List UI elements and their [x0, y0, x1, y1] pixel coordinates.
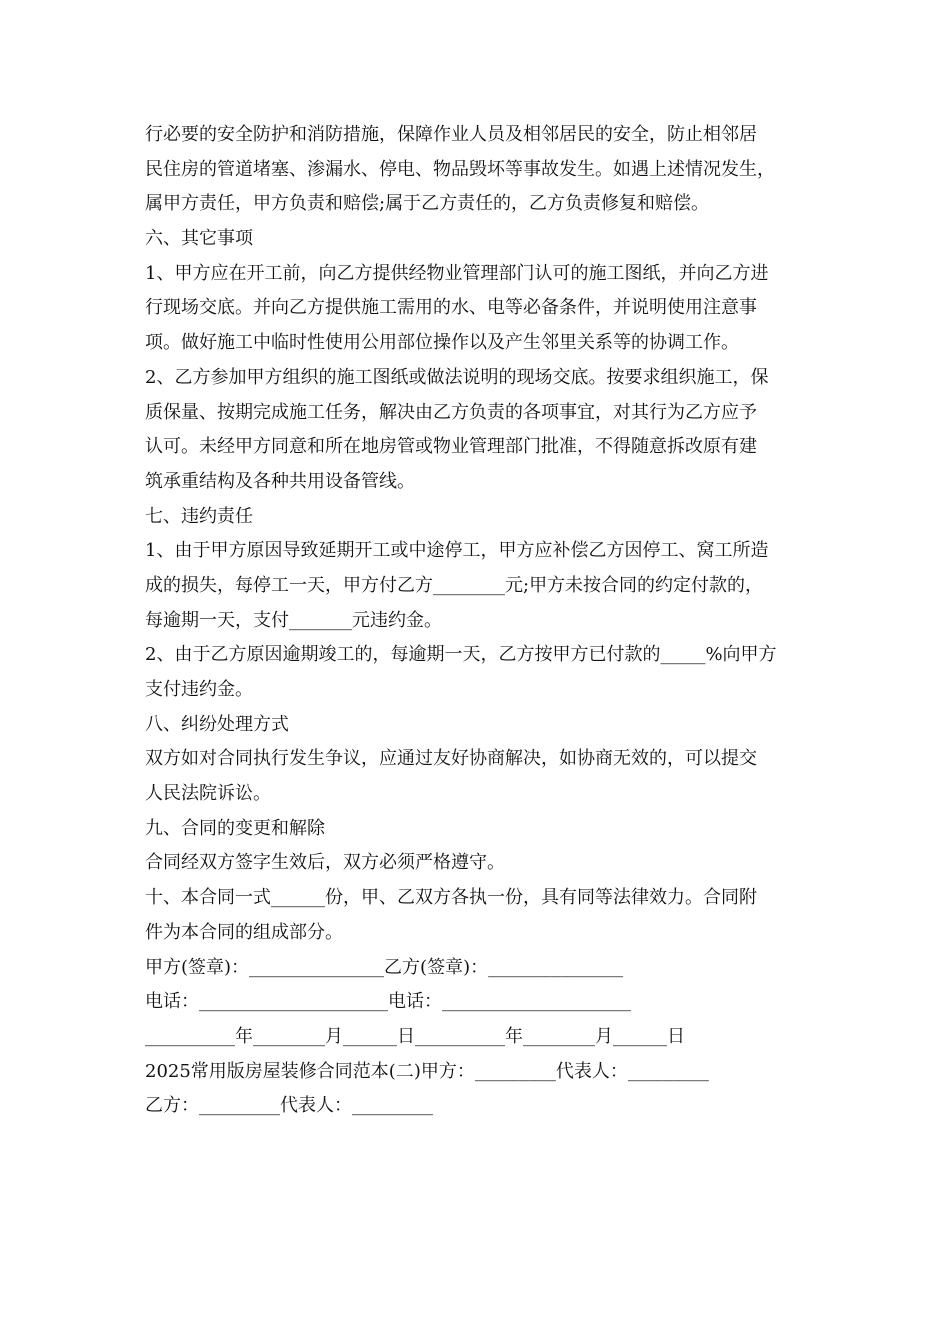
contract-title-line: 2025常用版房屋装修合同范本(二)甲方：_________代表人：_________ [145, 1060, 709, 1082]
party-line: 乙方：_________代表人：_________ [145, 1095, 433, 1117]
text-line: 十、本合同一式______份，甲、乙双方各执一份，具有同等法律效力。合同附 [145, 887, 757, 909]
section-heading: 八、纠纷处理方式 [145, 713, 289, 735]
text-line: 双方如对合同执行发生争议，应通过友好协商解决，如协商无效的，可以提交 [145, 748, 757, 770]
text-line: 筑承重结构及各种共用设备管线。 [145, 470, 415, 492]
text-line: 2、由于乙方原因逾期竣工的，每逾期一天，乙方按甲方已付款的_____%向甲方 [145, 644, 777, 666]
text-line: 民住房的管道堵塞、渗漏水、停电、物品毁坏等事故发生。如遇上述情况发生， [145, 158, 775, 180]
phone-line: 电话：_____________________电话：_____________________ [145, 991, 631, 1013]
text-line: 行必要的安全防护和消防措施，保障作业人员及相邻居民的安全，防止相邻居 [145, 124, 757, 145]
section-heading: 九、合同的变更和解除 [145, 817, 325, 839]
text-line: 件为本合同的组成部分。 [145, 921, 343, 943]
text-line: 支付违约金。 [145, 679, 253, 700]
text-line: 合同经双方签字生效后，双方必须严格遵守。 [145, 852, 505, 874]
text-line: 成的损失，每停工一天，甲方付乙方________元;甲方未按合同的约定付款的， [145, 574, 764, 596]
text-line: 认可。未经甲方同意和所在地房管或物业管理部门批准，不得随意拆改原有建 [145, 436, 757, 458]
text-line: 人民法院诉讼。 [145, 783, 271, 805]
text-line: 质保量、按期完成施工任务，解决由乙方负责的各项事宜，对其行为乙方应予 [145, 401, 757, 423]
text-line: 项。做好施工中临时性使用公用部位操作以及产生邻里关系等的协调工作。 [145, 332, 739, 354]
date-line: __________年________月______日__________年________月______日 [145, 1025, 685, 1047]
text-line: 1、甲方应在开工前，向乙方提供经物业管理部门认可的施工图纸，并向乙方进 [145, 262, 769, 284]
text-line: 2、乙方参加甲方组织的施工图纸或做法说明的现场交底。按要求组织施工，保 [145, 366, 769, 388]
section-heading: 六、其它事项 [145, 228, 253, 250]
signature-line: 甲方(签章)：_______________乙方(签章)：_______________ [145, 956, 624, 978]
text-line: 每逾期一天，支付_______元违约金。 [145, 609, 442, 631]
text-line: 1、由于甲方原因导致延期开工或中途停工，甲方应补偿乙方因停工、窝工所造 [145, 540, 769, 562]
section-heading: 七、违约责任 [145, 505, 253, 527]
document-body [145, 118, 815, 1124]
text-line: 行现场交底。并向乙方提供施工需用的水、电等必备条件，并说明使用注意事 [145, 297, 757, 319]
text-line: 属甲方责任，甲方负责和赔偿;属于乙方责任的，乙方负责修复和赔偿。 [145, 193, 710, 215]
